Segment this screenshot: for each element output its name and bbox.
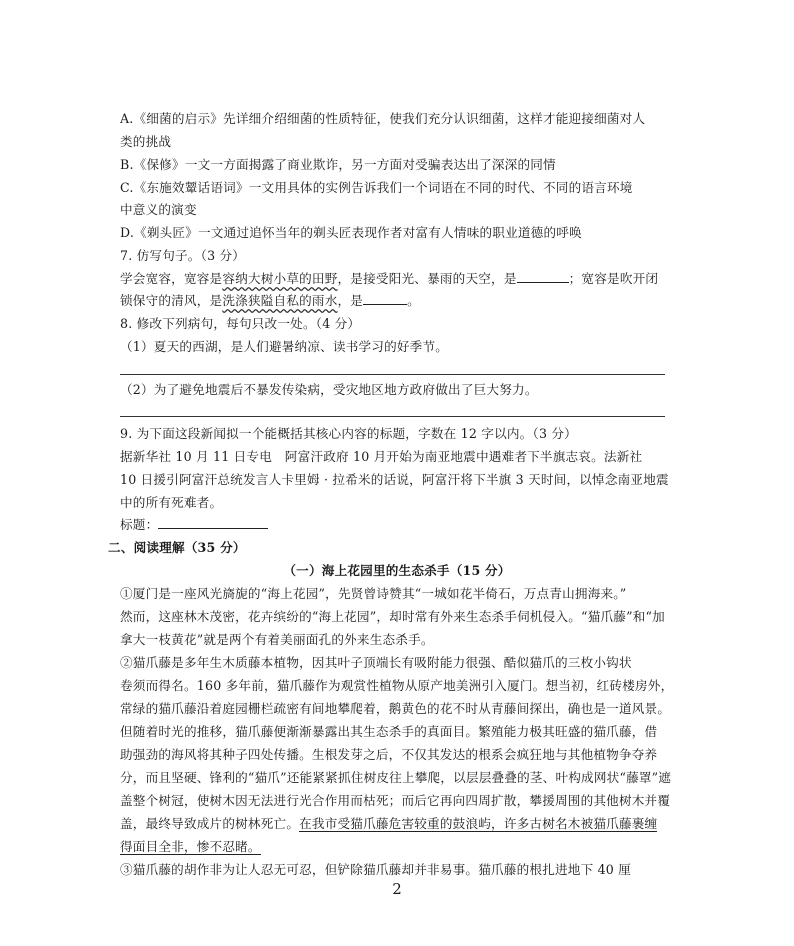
article-p3-line1: ③猫爪藤的胡作非为让人忍无可忍，但铲除猫爪藤却并非易事。猫爪藤的根扎进地下 40 厘 [120, 862, 631, 877]
option-a-line1: A.《细菌的启示》先详细介绍细菌的性质特征，使我们充分认识细菌，这样才能迎接细菌对人 [120, 111, 646, 126]
news-line2: 10 日援引阿富汗总统发言人卡里姆 · 拉希米的话说，阿富汗将下半旗 3 天时间，以悼念南亚地震 [120, 472, 669, 487]
option-a-line2: 类的挑战 [120, 134, 172, 149]
article-p1-line2: 然而，这座林木茂密，花卉缤纷的“海上花园”，却时常有外来生态杀手伺机侵入。“猫爪藤”和“加 [120, 609, 665, 624]
article-p2-line6: 分，而且坚硬、锋利的“猫爪”还能紧紧抓住树皮往上攀爬，以层层叠叠的茎、叶构成网状“藤罩”遮 [120, 770, 672, 785]
answer-line-8-1[interactable] [120, 374, 665, 375]
q7-blank-2[interactable] [363, 292, 407, 305]
question-7-line2 [120, 292, 420, 310]
article-p2-line8-text: 盖，最终导致成片的树林死亡。 [120, 816, 300, 831]
article-underlined-sentence-end: 得面目全非，惨不忍睹。 [120, 839, 261, 854]
news-line1: 据新华社 10 月 11 日专电 阿富汗政府 10 月开始为南亚地震中遇难者下半旗志哀。法新社 [120, 449, 643, 464]
option-c-line1: C.《东施效颦话语词》一文用具体的实例告诉我们一个词语在不同的时代、不同的语言环境 [120, 180, 633, 195]
question-8-title: 8. 修改下列病句，每句只改一处。（4 分） [120, 316, 361, 331]
question-8-sentence-2: （2）为了避免地震后不暴发传染病，受灾地区地方政府做出了巨大努力。 [120, 382, 538, 397]
q7-wavy-example-2: 洗涤狭隘自私的雨水 [222, 293, 338, 308]
title-blank[interactable] [158, 516, 268, 529]
section-2-heading: 二、阅读理解（35 分） [108, 540, 246, 555]
q7-text-e: ，是 [337, 293, 364, 308]
option-b: B.《保修》一文一方面揭露了商业欺诈，另一方面对受骗表达出了深深的同情 [120, 157, 556, 172]
question-8-sentence-1: （1）夏天的西湖，是人们避暑纳凉、读书学习的好季节。 [120, 339, 449, 354]
article-p2-line1: ②猫爪藤是多年生木质藤本植物，因其叶子顶端长有吸附能力很强、酷似猫爪的三枚小钩状 [120, 655, 632, 670]
q7-text-f: 。 [407, 293, 420, 308]
article-p2-line7: 盖整个树冠，使树木因无法进行光合作用而枯死；而后它再向四周扩散，攀援周围的其他树木并覆 [120, 793, 671, 808]
article-p2-line9 [120, 838, 261, 856]
article-p2-line3: 常绿的猫爪藤沿着庭园栅栏疏密有间地攀爬着，鹅黄色的花不时从青藤间探出，确也是一道风景。 [120, 701, 671, 716]
article-p2-line8 [120, 815, 657, 833]
page-number: 2 [392, 880, 402, 898]
article-title: （一）海上花园里的生态杀手（15 分） [283, 563, 511, 578]
article-p2-line4: 但随着时光的推移，猫爪藤便渐渐暴露出其生态杀手的真面目。繁殖能力极其旺盛的猫爪藤，借 [120, 724, 658, 739]
q7-text-b: ，是接受阳光、暴雨的天空，是 [337, 271, 517, 286]
question-9-title: 9. 为下面这段新闻拟一个能概括其核心内容的标题，字数在 12 字以内。（3 分） [120, 426, 577, 441]
q7-text-c: ；宽容是吹开闭 [568, 271, 659, 286]
q7-text-d: 锁保守的清风，是 [120, 293, 223, 308]
option-d: D.《剃头匠》一文通过追怀当年的剃头匠表现作者对富有人情味的职业道德的呼唤 [120, 225, 582, 240]
title-label: 标题： [120, 517, 159, 532]
title-answer-row [120, 516, 268, 534]
article-p1-line3: 拿大一枝黄花”就是两个有着美丽面孔的外来生态杀手。 [120, 632, 434, 647]
q7-blank-1[interactable] [517, 270, 569, 283]
question-7-title: 7. 仿写句子。（3 分） [120, 248, 246, 263]
q7-wavy-example-1: 容纳大树小草的田野 [222, 271, 338, 286]
question-7-line1 [120, 270, 658, 288]
article-p2-line2: 卷须而得名。160 多年前，猫爪藤作为观赏性植物从原产地美洲引入厦门。想当初，红砖楼房外， [120, 678, 674, 693]
article-p2-line5: 助强劲的海风将其种子四处传播。生根发芽之后，不仅其发达的根系会疯狂地与其他植物争夺养 [120, 747, 658, 762]
q7-text-a: 学会宽容，宽容是 [120, 271, 223, 286]
answer-line-8-2[interactable] [120, 416, 665, 417]
article-underlined-sentence: 在我市受猫爪藤危害较重的鼓浪屿，许多古树名木被猫爪藤裹缠 [299, 816, 658, 831]
article-p1-line1: ①厦门是一座风光旖旎的“海上花园”，先贤曾诗赞其“一城如花半倚石，万点青山拥海来。” [120, 586, 627, 601]
news-line3: 中的所有死难者。 [120, 495, 223, 510]
option-c-line2: 中意义的演变 [120, 202, 197, 217]
